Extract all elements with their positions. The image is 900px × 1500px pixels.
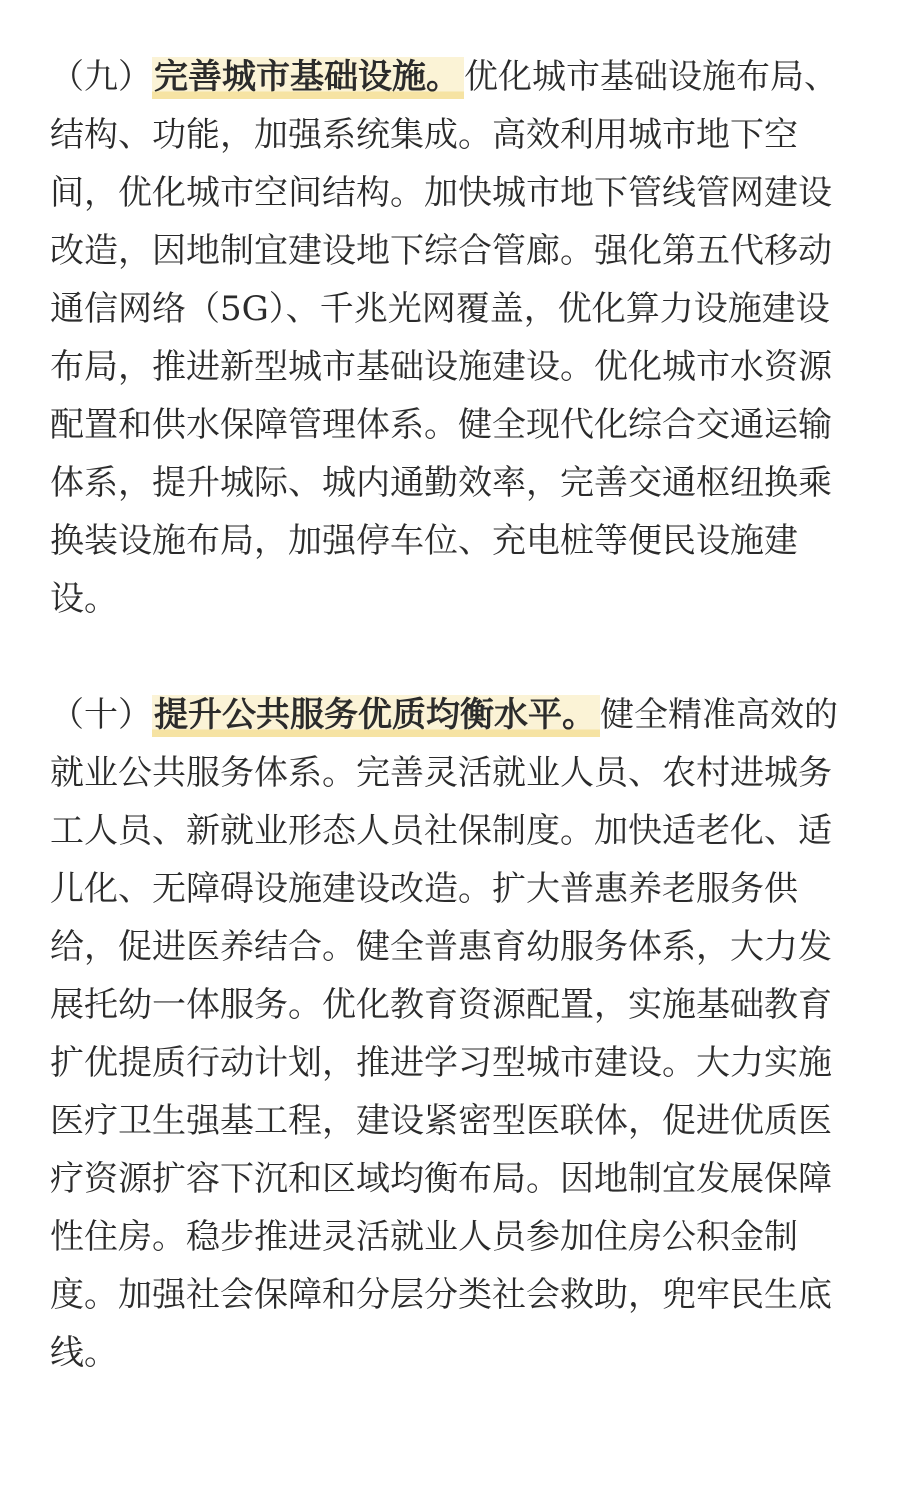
section-nine bbox=[50, 48, 840, 628]
section-body: 健全精准高效的就业公共服务体系。完善灵活就业人员、农村进城务工人员、新就业形态人员社保制度。加快适老化、适儿化、无障碍设施建设改造。扩大普惠养老服务供给，促进医养结合。健全普惠育幼服务体系，大力发展托幼一体服务。优化教育资源配置，实施基础教育扩优提质行动计划，推进学习型城市建设。大力实施医疗卫生强基工程，建设紧密型医联体，促进优质医疗资源扩容下沉和区域均衡布局。因地制宜发展保障性住房。稳步推进灵活就业人员参加住房公积金制度。加强社会保障和分层分类社会救助，兜牢民生底线。 bbox=[50, 695, 838, 1373]
section-number: （十） bbox=[50, 695, 152, 735]
section-ten bbox=[50, 686, 840, 1382]
section-body: 优化城市基础设施布局、结构、功能，加强系统集成。高效利用城市地下空间，优化城市空间结构。加快城市地下管线管网建设改造，因地制宜建设地下综合管廊。强化第五代移动通信网络（5G）、千兆光网覆盖，优化算力设施建设布局，推进新型城市基础设施建设。优化城市水资源配置和供水保障管理体系。健全现代化综合交通运输体系，提升城际、城内通勤效率，完善交通枢纽换乘换装设施布局，加强停车位、充电桩等便民设施建设。 bbox=[50, 57, 838, 619]
section-heading: 提升公共服务优质均衡水平。 bbox=[152, 695, 600, 737]
section-heading: 完善城市基础设施。 bbox=[152, 57, 464, 99]
article-content bbox=[50, 48, 840, 1382]
section-number: （九） bbox=[50, 57, 152, 97]
